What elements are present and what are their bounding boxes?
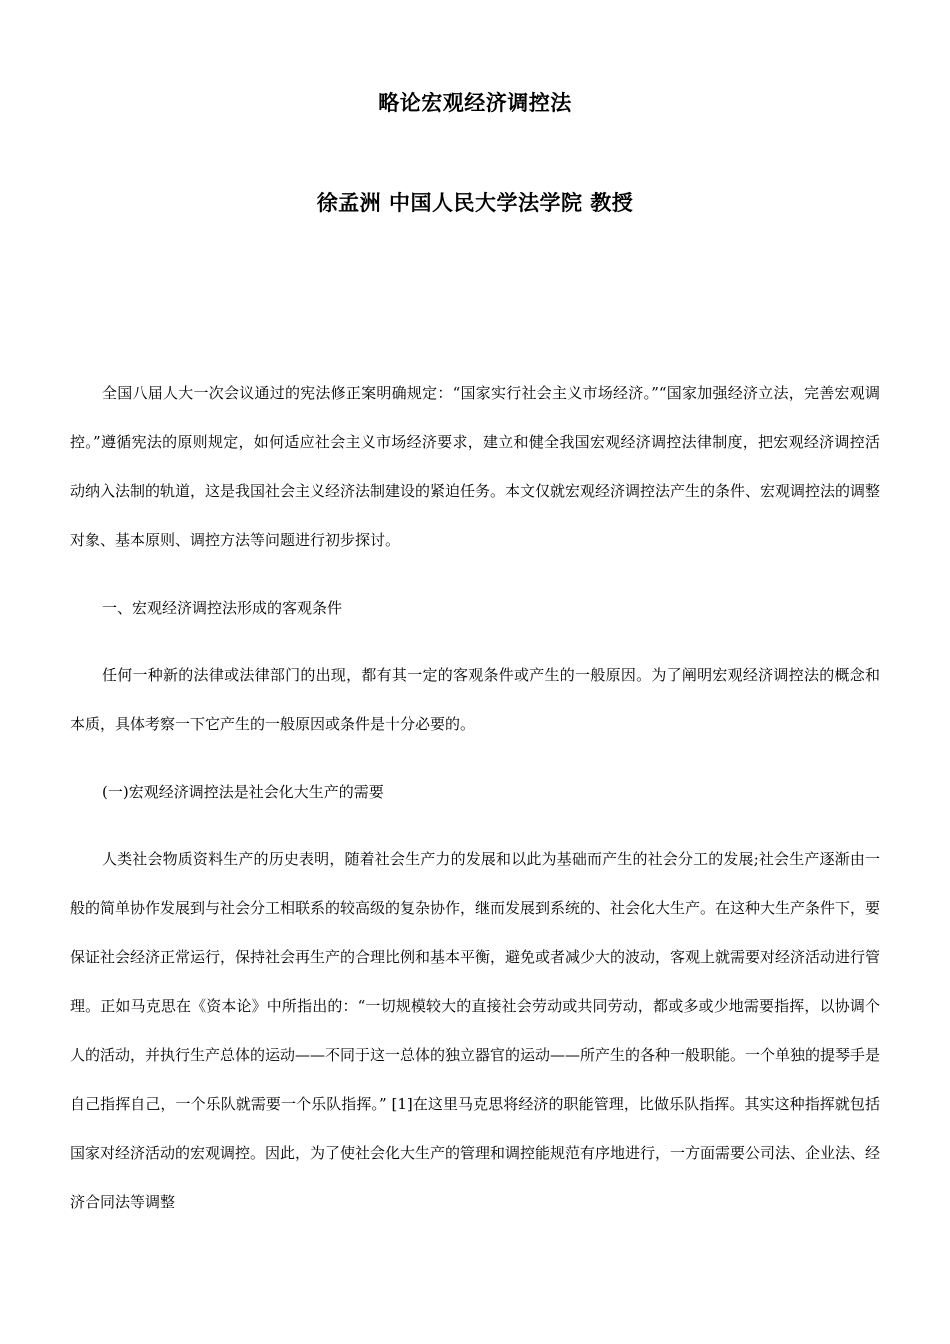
- author-line: 徐孟洲 中国人民大学法学院 教授: [316, 190, 634, 215]
- intro-paragraph: 全国八届人大一次会议通过的宪法修正案明确规定：“国家实行社会主义市场经济。”“国家加强经济立法，完善宏观调控。”遵循宪法的原则规定，如何适应社会主义市场经济要求，建立和健全我国宏观经济调控法律制度，把宏观经济调控活动纳入法制的轨道，这是我国社会主义经济法制建设的紧迫任务。本文仅就宏观经济调控法产生的条件、宏观调控法的调整对象、基本原则、调控方法等问题进行初步探讨。: [70, 384, 881, 549]
- subsection-1-paragraph: 人类社会物质资料生产的历史表明，随着社会生产力的发展和以此为基础而产生的社会分工的发展;社会生产逐渐由一般的简单协作发展到与社会分工相联系的较高级的复杂协作，继而发展到系统的、社会化大生产。在这种大生产条件下，要保证社会经济正常运行，保持社会再生产的合理比例和基本平衡，避免或者减少大的波动，客观上就需要对经济活动进行管理。正如马克思在《资本论》中所指出的：“一切规模较大的直接社会劳动或共同劳动，都或多或少地需要指挥，以协调个人的活动，并执行生产总体的运动——不同于这一总体的独立器官的运动——所产生的各种一般职能。一个单独的提琴手是自己指挥自己，一个乐队就需要一个乐队指挥。” [1]在这里马克思将经济的职能管理，比做乐队指挥。其实这种指挥就包括国家对经济活动的宏观调控。因此，为了使社会化大生产的管理和调控能规范有序地进行，一方面需要公司法、企业法、经济合同法等调整: [70, 850, 881, 1211]
- section-1-paragraph: 任何一种新的法律或法律部门的出现，都有其一定的客观条件或产生的一般原因。为了阐明宏观经济调控法的概念和本质，具体考察一下它产生的一般原因或条件是十分必要的。: [70, 666, 880, 733]
- document-title: 略论宏观经济调控法: [378, 90, 572, 115]
- section-heading-1: 一、宏观经济调控法形成的客观条件: [102, 599, 343, 617]
- subsection-heading-1: (一)宏观经济调控法是社会化大生产的需要: [102, 783, 384, 801]
